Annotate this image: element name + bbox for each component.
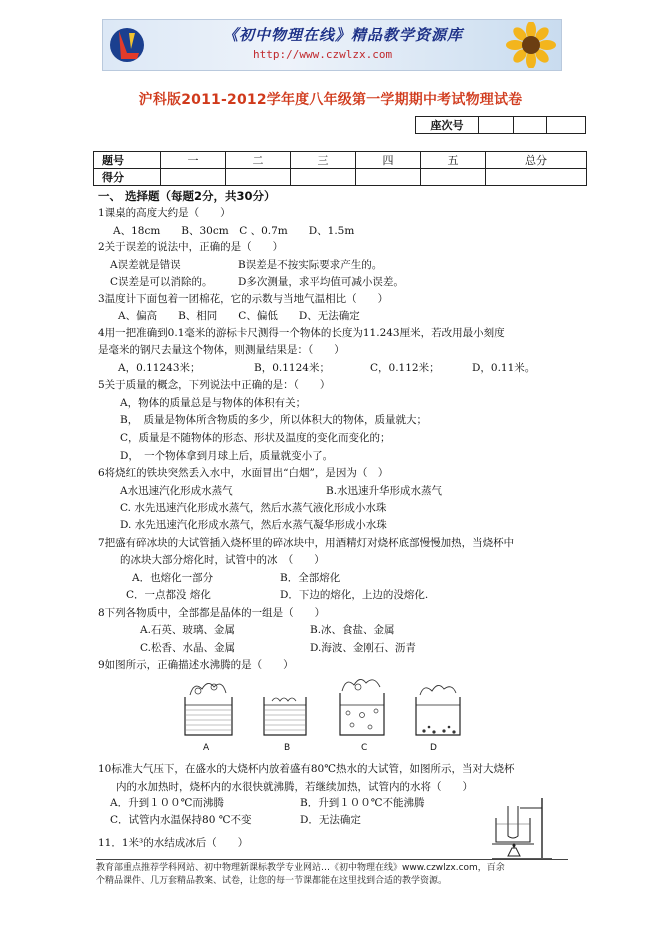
question-6-option-d: D. 水先迅速汽化形成水蒸气，然后水蒸气凝华形成小水珠: [120, 519, 387, 531]
score-header-total: 总分: [486, 152, 587, 169]
question-4-option-a: A，0.11243米；: [118, 362, 201, 374]
question-10-cont: 内的水加热时，烧杯内的水很快就沸腾，若继续加热，试管内的水将（ ）: [116, 781, 473, 793]
score-table: [93, 151, 587, 186]
score-cell[interactable]: [421, 169, 486, 186]
question-5-option-b: B， 质量是物体所含物质的多少，所以体积大的物体，质量就大；: [120, 414, 427, 426]
seat-label: 座次号: [416, 117, 479, 134]
question-2-option-d: D多次测量，求平均值可减小误差。: [238, 276, 404, 288]
score-header-3: 三: [291, 152, 356, 169]
question-7-cont: 的冰块大部分熔化时，试管中的冰 （ ）: [120, 554, 325, 566]
question-4-cont: 是毫米的钢尺去量这个物体，则测量结果是：（ ）: [98, 344, 345, 356]
question-5-option-d: D， 一个物体拿到月球上后，质量就变小了。: [120, 450, 334, 462]
question-10-option-a: A．升到１００℃而沸腾: [110, 797, 224, 809]
question-4-option-c: C，0.112米；: [370, 362, 440, 374]
figure-label-d: D: [430, 743, 437, 753]
question-4-option-b: B，0.1124米；: [254, 362, 330, 374]
question-5-option-a: A，物体的质量总是与物体的体积有关；: [120, 397, 307, 409]
question-2: 2关于误差的说法中，正确的是（ ）: [98, 241, 284, 253]
footer-line-1: 教育部重点推荐学科网站、初中物理新课标教学专业网站…《初中物理在线》www.czwlzx.com，百余: [96, 863, 505, 873]
question-10-option-b: B．升到１００℃不能沸腾: [300, 797, 425, 809]
question-7-option-c: C．一点都没 熔化: [126, 589, 211, 601]
sunflower-icon: [501, 22, 557, 68]
question-4: 4用一把准确到0.1毫米的游标卡尺测得一个物体的长度为11.243厘米，若改用最小刻度: [98, 327, 505, 339]
question-6: 6将烧红的铁块突然丢入水中，水面冒出“白烟”，是因为（ ）: [98, 467, 389, 479]
question-9: 9如图所示，正确描述水沸腾的是（ ）: [98, 659, 294, 671]
footer-line-2: 个精品课件、几万套精品教案、试卷，让您的每一节课都能在这里找到合适的教学资源。: [96, 876, 448, 886]
question-7: 7把盛有碎冰块的大试管插入烧杯里的碎冰块中，用酒精灯对烧杯底部慢慢加热，当烧杯中: [98, 537, 515, 549]
question-3-options: A、偏高 B、相同 C、偏低 D、无法确定: [118, 310, 360, 322]
question-11: 11．1米³的水结成冰后（ ）: [98, 837, 249, 849]
question-10-option-c: C．试管内水温保持80 ℃不变: [110, 814, 252, 826]
question-4-option-d: D，0.11米。: [472, 362, 536, 374]
score-cell[interactable]: [161, 169, 226, 186]
seat-number-table: [415, 116, 586, 134]
footer-divider: [96, 859, 568, 860]
beaker-c-icon: [340, 679, 384, 735]
question-1-options: A、18cm B、30cm C 、0.7m D、1.5m: [113, 225, 355, 237]
question-10-option-d: D．无法确定: [300, 814, 361, 826]
section-heading: 一、 选择题（每题2分，共30分）: [98, 189, 276, 203]
banner-url[interactable]: http://www.czwlzx.com: [253, 48, 393, 61]
beaker-d-icon: [416, 685, 460, 735]
question-5-option-c: C，质量是不随物体的形态、形状及温度的变化而变化的；: [120, 432, 391, 444]
beaker-b-icon: [264, 697, 306, 735]
beaker-a-icon: [185, 683, 232, 735]
question-2-option-b: B误差是不按实际要求产生的。: [238, 259, 383, 271]
question-8-option-c: C.松香、水晶、金属: [140, 642, 235, 654]
question-7-option-d: D．下边的熔化，上边的没熔化.: [280, 589, 429, 601]
question-6-option-b: B.水迅速升华形成水蒸气: [326, 485, 443, 497]
figure-label-c: C: [361, 743, 368, 753]
question-5: 5关于质量的概念，下列说法中正确的是：（ ）: [98, 379, 331, 391]
question-3: 3温度计下面包着一团棉花，它的示数与当地气温相比（ ）: [98, 293, 389, 305]
boiling-water-figure: [180, 675, 470, 757]
question-8: 8下列各物质中，全部都是晶体的一组是（ ）: [98, 607, 326, 619]
question-1: 1课桌的高度大约是（ ）: [98, 207, 231, 219]
question-8-option-d: D.海波、金刚石、沥青: [310, 642, 416, 654]
question-7-option-a: A．也熔化一部分: [132, 572, 214, 584]
question-8-option-b: B.冰、食盐、金属: [310, 624, 395, 636]
heating-apparatus-figure: [486, 796, 554, 862]
score-header-2: 二: [226, 152, 291, 169]
question-2-option-c: C误差是可以消除的。: [110, 276, 213, 288]
seat-cell-3[interactable]: [547, 117, 586, 134]
score-cell[interactable]: [486, 169, 587, 186]
figure-label-b: B: [284, 743, 291, 753]
exam-title: 沪科版2011-2012学年度八年级第一学期期中考试物理试卷: [138, 92, 523, 108]
figure-label-a: A: [203, 743, 210, 753]
question-6-option-a: A水迅速汽化形成水蒸气: [120, 485, 233, 497]
score-header-5: 五: [421, 152, 486, 169]
banner-title: 《初中物理在线》精品教学资源库: [223, 26, 464, 44]
score-header-1: 一: [161, 152, 226, 169]
header-banner: [102, 19, 562, 71]
question-7-option-b: B．全部熔化: [280, 572, 341, 584]
score-row-label: 得分: [94, 169, 161, 186]
score-cell[interactable]: [291, 169, 356, 186]
site-logo-icon: [107, 23, 147, 65]
score-cell[interactable]: [356, 169, 421, 186]
question-6-option-c: C. 水先迅速汽化形成水蒸气，然后水蒸气液化形成小水珠: [120, 502, 387, 514]
seat-cell-1[interactable]: [479, 117, 514, 134]
score-header-label: 题号: [94, 152, 161, 169]
score-cell[interactable]: [226, 169, 291, 186]
question-8-option-a: A.石英、玻璃、金属: [140, 624, 235, 636]
score-header-4: 四: [356, 152, 421, 169]
seat-cell-2[interactable]: [514, 117, 547, 134]
question-2-option-a: A误差就是错误: [110, 259, 181, 271]
question-10: 10标准大气压下，在盛水的大烧杯内放着盛有80℃热水的大试管，如图所示，当对大烧杯: [98, 763, 515, 775]
